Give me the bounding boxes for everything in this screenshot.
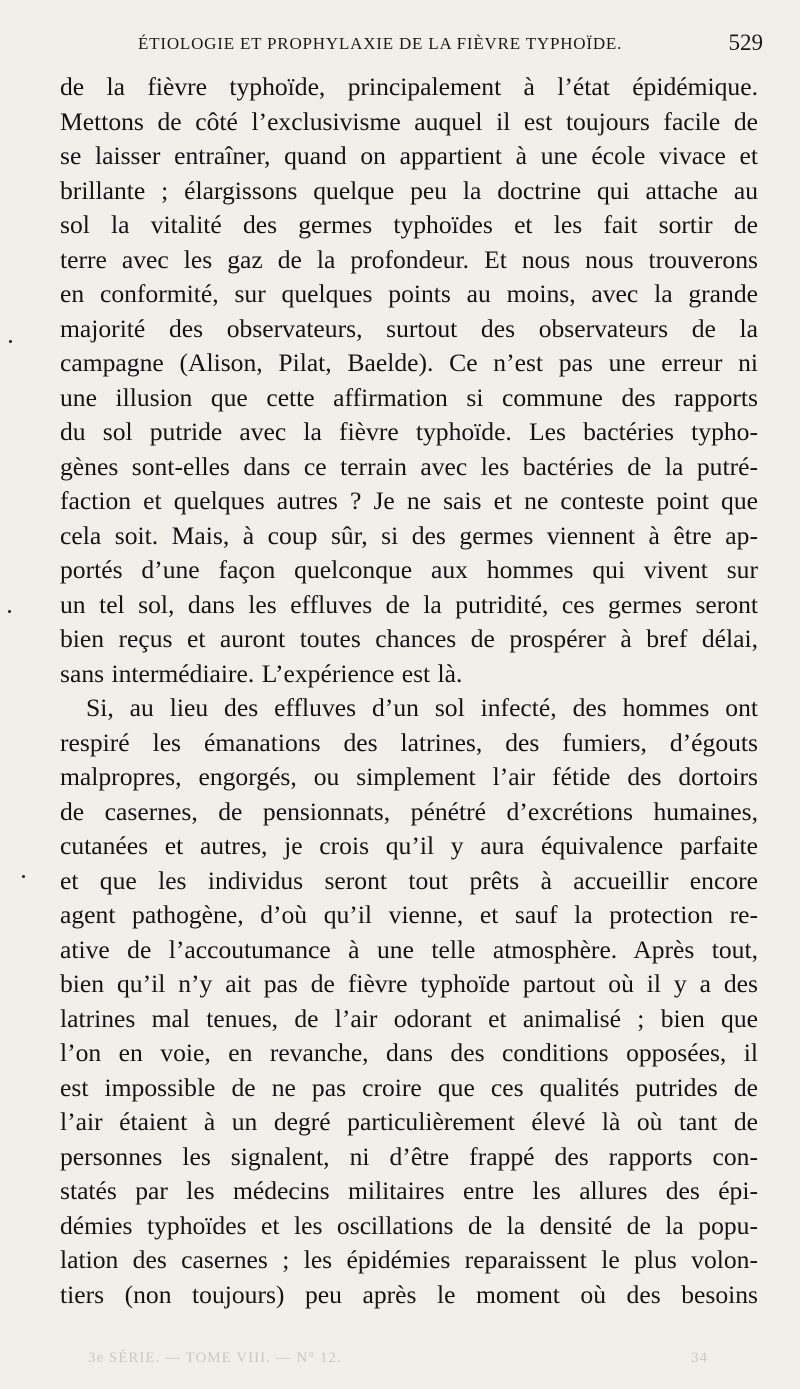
text-line: lation des casernes ; les épidémies reparaissent le plus volon-	[60, 1245, 758, 1274]
text-line: de casernes, de pensionnats, pénétré d’excrétions humaines,	[60, 796, 758, 826]
text-line: faction et quelques autres ? Je ne sais et ne conteste point que	[60, 486, 758, 515]
running-head: ÉTIOLOGIE ET PROPHYLAXIE DE LA FIÈVRE TYPHOÏDE.	[138, 34, 623, 53]
text-line: cela soit. Mais, à coup sûr, si des germes viennent à être ap-	[60, 520, 758, 550]
text-line: tiers (non toujours) peu après le moment où des besoins	[60, 1279, 758, 1309]
text-line: un tel sol, dans les effluves de la putridité, ces germes seront	[60, 589, 758, 619]
text-line: et que les individus seront tout prêts à accueillir encore	[60, 865, 758, 895]
text-line: terre avec les gaz de la profondeur. Et nous nous trouverons	[60, 244, 758, 274]
text-line: une illusion que cette affirmation si commune des rapports	[60, 382, 758, 412]
text-line: latrines mal tenues, de l’air odorant et animalisé ; bien que	[60, 1003, 758, 1033]
text-line: l’on en voie, en revanche, dans des conditions opposées, il	[60, 1038, 758, 1067]
text-line: Mettons de côté l’exclusivisme auquel il est toujours facile de	[60, 106, 758, 136]
text-line: l’air étaient à un degré particulièrement élevé là où tant de	[60, 1107, 758, 1136]
footer-sheet-number: 34	[691, 1350, 708, 1366]
page-header	[60, 30, 763, 70]
text-line: bien reçus et auront toutes chances de prospérer à bref délai,	[60, 624, 758, 653]
margin-speck	[8, 610, 11, 613]
text-line: démies typhoïdes et les oscillations de la densité de la popu-	[60, 1210, 758, 1240]
text-line: en conformité, sur quelques points au moins, avec la grande	[60, 279, 758, 308]
text-line: gènes sont-elles dans ce terrain avec les bactéries de la putré-	[60, 451, 758, 481]
margin-speck	[22, 875, 25, 878]
text-line: campagne (Alison, Pilat, Baelde). Ce n’est pas une erreur ni	[60, 348, 758, 377]
body-text	[60, 70, 758, 1312]
text-line: sol la vitalité des germes typhoïdes et les fait sortir de	[60, 210, 758, 239]
text-line: se laisser entraîner, quand on appartient à une école vivace et	[60, 141, 758, 170]
text-line: majorité des observateurs, surtout des observateurs de la	[60, 313, 758, 343]
text-line: sans intermédiaire. L’expérience est là.	[60, 658, 463, 688]
footer-signature: 3e SÉRIE. — TOME VIII. — N° 12.	[88, 1350, 342, 1366]
text-line: agent pathogène, d’où qu’il vienne, et sauf la protection re-	[60, 900, 758, 929]
page-number: 529	[728, 30, 763, 55]
margin-speck	[9, 340, 12, 343]
paragraph-first-line: Si, au lieu des effluves d’un sol infecté, des hommes ont	[86, 693, 758, 722]
text-line: brillante ; élargissons quelque peu la doctrine qui attache au	[60, 175, 758, 205]
text-line: de la fièvre typhoïde, principalement à l’état épidémique.	[60, 72, 758, 101]
text-line: est impossible de ne pas croire que ces qualités putrides de	[60, 1072, 758, 1102]
text-line: ative de l’accoutumance à une telle atmosphère. Après tout,	[60, 934, 758, 964]
text-line: personnes les signalent, ni d’être frappé des rapports con-	[60, 1141, 758, 1171]
text-line: respiré les émanations des latrines, des fumiers, d’égouts	[60, 727, 758, 757]
text-line: statés par les médecins militaires entre les allures des épi-	[60, 1176, 758, 1205]
text-line: bien qu’il n’y ait pas de fièvre typhoïde partout où il y a des	[60, 969, 758, 998]
text-line: du sol putride avec la fièvre typhoïde. Les bactéries typho-	[60, 417, 758, 446]
text-line: cutanées et autres, je crois qu’il y aura équivalence parfaite	[60, 831, 758, 860]
text-line: malpropres, engorgés, ou simplement l’air fétide des dortoirs	[60, 762, 758, 791]
text-line: portés d’une façon quelconque aux hommes qui vivent sur	[60, 555, 758, 584]
